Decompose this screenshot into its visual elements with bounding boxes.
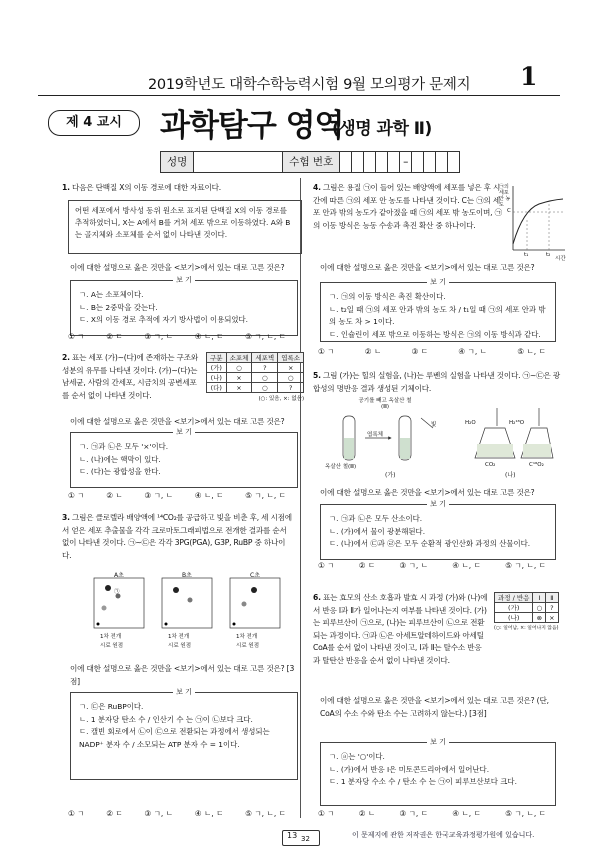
question-3-bogi: [70, 688, 298, 780]
header-rule: [38, 95, 560, 96]
question-3-options: [68, 808, 286, 819]
page-number: 1: [520, 62, 538, 91]
option-3[interactable]: ③ ㄱ, ㄴ: [144, 491, 174, 500]
bogi-item: ㄷ. (나)에서 ㉢과 ㉣은 모두 순환적 광인산화 과정의 산물이다.: [329, 539, 531, 548]
table-cell: (가): [207, 363, 227, 373]
option-2[interactable]: ② ㄴ: [358, 809, 376, 818]
label-h2o: H₂O: [465, 420, 476, 426]
question-5-options: [318, 560, 546, 571]
origin-label-b: 시료 원점: [168, 643, 192, 649]
question-number: 2.: [62, 353, 70, 362]
table-cell: ○: [252, 373, 278, 383]
session-badge: 제 4 교시: [48, 110, 140, 136]
stem-text: 그림 (가)는 힐의 실험을, (나)는 루벤의 실험을 나타낸 것이다. ㉠~㉢은 광합성의 명반응 결과 생성된 기체이다.: [313, 371, 560, 393]
option-3[interactable]: ③ ㄱ, ㄴ: [399, 561, 429, 570]
question-2-table: [206, 352, 304, 402]
question-2-stem: [62, 352, 202, 402]
option-1[interactable]: ① ㄱ: [68, 809, 85, 818]
question-number: 1.: [62, 183, 70, 192]
bogi-item: ㄴ. 1 분자당 탄소 수 / 인산기 수 는 ㉠이 ㉡보다 크다.: [79, 714, 253, 724]
table-cell: ○: [226, 363, 252, 373]
bogi-item: ㄷ. (다)는 광합성을 한다.: [79, 467, 161, 476]
id-digit[interactable]: [412, 152, 424, 172]
question-5-bogi: [320, 500, 556, 560]
table-cell: ⊗: [533, 613, 546, 623]
bogi-item: ㄷ. 캘빈 회로에서 ㉡이 ㉢으로 전환되는 과정에서 생성되는 NADP⁺ 분자 수 / 소모되는 ATP 분자 수 = 1이다.: [79, 727, 270, 749]
option-1[interactable]: ① ㄱ: [318, 561, 335, 570]
stem-text: 다음은 단백질 X의 이동 경로에 대한 자료이다.: [72, 183, 221, 192]
label-air-removed: 공기를 빼고 옥살산 철(Ⅲ): [358, 398, 412, 410]
question-6-stem: [313, 592, 488, 667]
table-header: 세포벽: [252, 353, 278, 363]
option-2[interactable]: ② ㄷ: [106, 332, 123, 341]
table-note: (○: 일어남, ×: 일어나지 않음): [494, 626, 559, 631]
id-digit[interactable]: [364, 152, 376, 172]
option-5[interactable]: ⑤ ㄱ, ㄴ, ㄷ: [245, 491, 286, 500]
question-5-prompt: 이에 대한 설명으로 옳은 것만을 <보기>에서 있는 대로 고른 것은?: [320, 488, 535, 497]
origin-label-a: 시료 원점: [100, 643, 124, 649]
option-5[interactable]: ⑤ ㄱ, ㄴ, ㄷ: [245, 332, 286, 341]
graph-t2-label: t₂: [546, 252, 551, 258]
table-header: 엽록소: [278, 353, 304, 363]
question-6-table: [494, 592, 559, 631]
question-4-prompt: 이에 대한 설명으로 옳은 것만을 <보기>에서 있는 대로 고른 것은?: [320, 263, 535, 272]
question-4-stem: [313, 182, 503, 232]
graph-c-label: C: [507, 208, 511, 214]
option-5[interactable]: ⑤ ㄱ, ㄴ, ㄷ: [505, 809, 546, 818]
question-2-prompt: 이에 대한 설명으로 옳은 것만을 <보기>에서 있는 대로 고른 것은?: [70, 417, 285, 426]
option-2[interactable]: ② ㄷ: [358, 561, 376, 570]
question-1-stem: [62, 182, 292, 195]
label-light: 빛: [431, 422, 437, 428]
bogi-item: ㄷ. X의 이동 경로 추적에 자기 방사법이 이용되었다.: [79, 315, 248, 324]
name-field[interactable]: [194, 152, 283, 172]
bogi-item: ㄷ. 인슐린이 세포 밖으로 이동하는 방식은 ㉠의 이동 방식과 같다.: [329, 329, 541, 339]
question-number: 6.: [313, 593, 321, 602]
bogi-title: 보 기: [321, 737, 555, 747]
label-chloroplast: 엽록체: [367, 432, 383, 438]
stem-text: 그림은 클로렐라 배양액에 ¹⁴CO₂를 공급하고 빛을 비춘 후, 세 시점에서 얻은 세포 추출물을 각각 크로마토그래피법으로 전개한 결과를 순서 없이 나타낸 것이다. ㉠~㉢은 각각 3PG(PGA), G3P, RuBP 중 하나이다.: [62, 513, 292, 560]
id-digit[interactable]: [448, 152, 459, 172]
table-cell: ?: [252, 363, 278, 373]
experiment-svg: [325, 398, 555, 478]
option-4[interactable]: ④ ㄴ, ㄷ: [452, 561, 481, 570]
spot-label: ㉠: [114, 589, 120, 595]
option-5[interactable]: ⑤ ㄱ, ㄴ, ㄷ: [505, 561, 546, 570]
name-id-box: [160, 151, 460, 173]
question-5-stem: [313, 370, 561, 395]
question-1-data-box: 어떤 세포에서 방사성 동위 원소로 표지된 단백질 X의 이동 경로를 추적하였더니, X는 A에서 B를 거쳐 세포 밖으로 이동하였다. A와 B는 골지체와 소포체를 순서 없이 나타낸 것이다.: [68, 200, 302, 254]
table-cell: (가): [495, 603, 533, 613]
bogi-item: ㄱ. A는 소포체이다.: [79, 290, 144, 299]
id-digit[interactable]: [436, 152, 448, 172]
option-5[interactable]: ⑤ ㄴ, ㄷ: [517, 347, 546, 356]
graph-x-label: 시간: [555, 256, 566, 262]
id-dash: –: [400, 152, 412, 172]
bogi-item: ㄱ. ㉠의 이동 방식은 촉진 확산이다.: [329, 292, 446, 301]
bogi-title: 보 기: [71, 427, 297, 437]
bogi-title: 보 기: [321, 499, 555, 509]
question-2-bogi: [70, 428, 298, 488]
area-title: 과학탐구 영역: [160, 108, 344, 144]
question-number: 5.: [313, 371, 321, 380]
label-h2o18: H₂¹⁸O: [509, 420, 525, 426]
table-cell: ×: [226, 383, 252, 393]
bogi-item: ㄱ. ㉢은 RuBP이다.: [79, 702, 144, 711]
panel-label-a: A초: [114, 572, 124, 579]
bogi-item: ㄷ. 1 분자당 수소 수 / 탄소 수 는 ㉠이 피루브산보다 크다.: [329, 777, 517, 786]
question-6-prompt: 이에 대한 설명으로 옳은 것만을 <보기>에서 있는 대로 고른 것은? (단, CoA의 수소 수와 탄소 수는 고려하지 않는다.) [3점]: [320, 696, 549, 718]
id-digit[interactable]: [388, 152, 400, 172]
column-divider: [300, 178, 301, 818]
question-number: 4.: [313, 183, 321, 192]
table-header: 구분: [207, 353, 227, 363]
id-digit[interactable]: [376, 152, 388, 172]
graph-y-label: ㉠의 세포 안 농도: [499, 184, 511, 208]
label-co218: C¹⁸O₂: [529, 462, 544, 468]
table-cell: (나): [207, 373, 227, 383]
table-cell: ×: [278, 363, 304, 373]
option-1[interactable]: ① ㄱ: [318, 809, 335, 818]
table-cell: ×: [226, 373, 252, 383]
panel-label-c: C초: [250, 572, 260, 579]
table-row: [207, 363, 304, 373]
exam-title: 2019학년도 대학수학능력시험 9월 모의평가 문제지: [148, 77, 471, 93]
question-1-prompt: 이에 대한 설명으로 옳은 것만을 <보기>에서 있는 대로 고른 것은?: [70, 263, 285, 272]
chromatogram-figure: [78, 570, 293, 660]
concentration-graph: [499, 182, 567, 264]
option-1[interactable]: ① ㄱ: [68, 491, 85, 500]
option-2[interactable]: ② ㄴ: [364, 347, 382, 356]
table-row: [207, 373, 304, 383]
table-cell: (나): [495, 613, 533, 623]
table-row: [495, 603, 559, 613]
question-4-options: [318, 346, 546, 357]
option-4[interactable]: ④ ㄱ, ㄴ: [458, 347, 488, 356]
bogi-title: 보 기: [71, 687, 297, 697]
subject-title: (생명 과학 Ⅱ): [332, 119, 432, 139]
table-cell: ?: [546, 603, 558, 613]
page-fraction-bottom: 32: [301, 835, 310, 843]
caption-a: (가): [385, 472, 396, 479]
table-cell: ○: [533, 603, 546, 613]
option-2[interactable]: ② ㄷ: [106, 809, 123, 818]
stem-text: 표는 효모의 산소 호흡과 발효 시 과정 (가)와 (나)에서 반응 Ⅰ과 Ⅱ가 일어나는지 여부를 나타낸 것이다. (가)는 피루브산이 ㉠으로, (나)는 피루브산이 ㉡으로 전환되는 과정이다. ㉠과 ㉡은 아세트알데하이드와 아세틸 CoA를 순서 없이 나타낸 것이고, Ⅰ과 Ⅱ는 탈수소 반응과 탈탄산 반응을 순서 없이 나타낸 것이다.: [313, 593, 488, 665]
option-3[interactable]: ③ ㄱ, ㄴ: [144, 332, 174, 341]
axis-label-b: 1차 전개: [168, 634, 190, 640]
table-cell: ?: [278, 383, 304, 393]
page-fraction: [282, 830, 318, 844]
question-1-options: [68, 331, 286, 342]
table-cell: ○: [278, 373, 304, 383]
option-3[interactable]: ③ ㄷ: [411, 347, 429, 356]
label-co2: CO₂: [485, 462, 496, 468]
bogi-item: ㄱ. ㉠과 ㉡은 모두 산소이다.: [329, 514, 423, 523]
option-3[interactable]: ③ ㄱ, ㄴ: [144, 809, 174, 818]
option-4[interactable]: ④ ㄴ, ㄷ: [194, 809, 224, 818]
bogi-item: ㄴ. (가)에서 물이 광분해된다.: [329, 526, 426, 536]
bogi-item: ㄴ. B는 2중막을 갖는다.: [79, 302, 158, 312]
caption-b: (나): [505, 472, 516, 479]
axis-label-a: 1차 전개: [100, 634, 122, 640]
table-row: [207, 383, 304, 393]
question-4-bogi: [320, 278, 556, 342]
bogi-item: ㄴ. (가)에서 반응 Ⅰ은 미토콘드리아에서 일어난다.: [329, 764, 490, 774]
table-note: (○: 있음, ×: 없음): [258, 396, 305, 402]
option-4[interactable]: ④ ㄴ, ㄷ: [452, 809, 481, 818]
experiment-figure: [325, 398, 555, 478]
copyright-notice: 이 문제지에 관한 저작권은 한국교육과정평가원에 있습니다.: [352, 831, 535, 839]
question-6-bogi: [320, 738, 556, 806]
axis-label-c: 1차 전개: [236, 634, 258, 640]
table-header: Ⅰ: [533, 593, 546, 603]
table-row: [495, 613, 559, 623]
id-label: 수험 번호: [283, 152, 340, 172]
table-cell: (다): [207, 383, 227, 393]
bogi-title: 보 기: [71, 275, 297, 285]
stem-text: 그림은 용질 ㉠이 들어 있는 배양액에 세포를 넣은 후 시간에 따른 ㉠의 세포 안 농도를 나타낸 것이다. C는 ㉠의 세포 안과 밖의 농도가 같아졌을 때 ㉠의 세포 밖 농도이며, ㉠의 이동 방식은 능동 수송과 촉진 확산 중 하나이다.: [313, 183, 502, 230]
bogi-item: ㄴ. t₂일 때 ㉠의 세포 안과 밖의 농도 차 / t₁일 때 ㉠의 세포 안과 밖의 농도 차 > 1이다.: [329, 304, 546, 326]
option-5[interactable]: ⑤ ㄱ, ㄴ, ㄷ: [245, 809, 286, 818]
bogi-title: 보 기: [321, 277, 555, 287]
question-3-prompt: 이에 대한 설명으로 옳은 것만을 <보기>에서 있는 대로 고른 것은? [3점]: [70, 664, 295, 686]
table-header: Ⅱ: [546, 593, 558, 603]
option-4[interactable]: ④ ㄴ, ㄷ: [194, 332, 224, 341]
question-number: 3.: [62, 513, 70, 522]
stem-text: 표는 세포 (가)~(다)에 존재하는 구조와 성분의 유무를 나타낸 것이다. (가)~(다)는 남세균, 사람의 간세포, 시금치의 공변세포를 순서 없이 나타낸 것이다.: [62, 353, 198, 400]
question-2-options: [68, 490, 286, 501]
option-2[interactable]: ② ㄴ: [106, 491, 123, 500]
id-digit[interactable]: [424, 152, 436, 172]
origin-label-c: 시료 원점: [236, 643, 260, 649]
option-3[interactable]: ③ ㄱ, ㄷ: [399, 809, 429, 818]
bogi-item: ㄱ. ⓐ는 '○'이다.: [329, 752, 385, 761]
graph-svg: [505, 182, 567, 264]
bogi-item: ㄴ. (나)에는 핵막이 있다.: [79, 454, 161, 464]
option-1[interactable]: ① ㄱ: [318, 347, 335, 356]
label-ferric-oxalate: 옥살산 철(Ⅲ): [325, 464, 357, 470]
option-4[interactable]: ④ ㄴ, ㄷ: [194, 491, 224, 500]
name-label: 성명: [161, 152, 194, 172]
table-cell: ○: [252, 383, 278, 393]
panel-label-b: B초: [182, 572, 192, 579]
option-1[interactable]: ① ㄱ: [68, 332, 85, 341]
id-digit[interactable]: [340, 152, 352, 172]
page-fraction-top: 13: [287, 831, 298, 840]
question-3-stem: [62, 512, 292, 562]
table-header: 과정 / 반응: [495, 593, 533, 603]
bogi-item: ㄱ. ㉠과 ㉡은 모두 '×'이다.: [79, 442, 169, 451]
table-header: 소포체: [226, 353, 252, 363]
question-1-bogi: [70, 276, 298, 336]
graph-t1-label: t₁: [524, 252, 529, 258]
question-6-options: [318, 808, 546, 819]
id-digit[interactable]: [352, 152, 364, 172]
table-cell: ×: [546, 613, 558, 623]
